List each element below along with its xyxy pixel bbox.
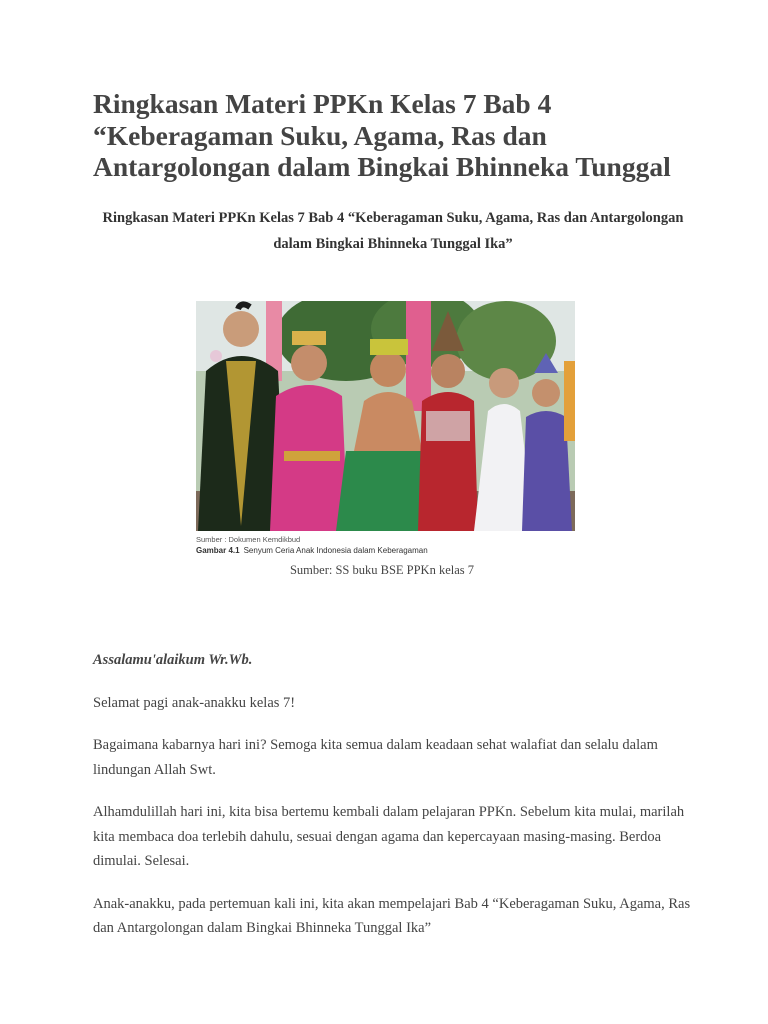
figure (196, 301, 575, 556)
figure-source: Sumber : Dokumen Kemdikbud (196, 535, 301, 544)
figure-caption (196, 545, 575, 556)
greeting: Assalamu'alaikum Wr.Wb. (93, 652, 253, 668)
paragraph: Alhamdulillah hari ini, kita bisa bertemu kembali dalam pelajaran PPKn. Sebelum kita mulai, marilah kita membaca doa terlebih dahulu, sesuai dengan agama dan kepercayaan masing-masing. Berdoa dimulai. Selesai. (93, 804, 685, 869)
paragraph: Selamat pagi anak-anakku kelas 7! (93, 694, 296, 711)
paragraph: Bagaimana kabarnya hari ini? Semoga kita semua dalam keadaan sehat walafiat dan selalu dalam lindungan Allah Swt. (93, 737, 658, 778)
figure-caption-label: Gambar 4.1 (196, 546, 240, 555)
document-page (93, 88, 693, 936)
cultural-costume-photo (196, 301, 575, 531)
figure-caption-text: Senyum Ceria Anak Indonesia dalam Keberagaman (243, 546, 428, 555)
paragraph: Anak-anakku, pada pertemuan kali ini, kita akan mempelajari Bab 4 “Keberagaman Suku, Agama, Ras dan Antargolongan dalam Bingkai Bhinneka Tunggal Ika” (93, 895, 691, 936)
figure-credit: Sumber: SS buku BSE PPKn kelas 7 (289, 563, 475, 577)
article-subtitle: Ringkasan Materi PPKn Kelas 7 Bab 4 “Keberagaman Suku, Agama, Ras dan Antargolongan dalam Bingkai Bhinneka Tunggal Ika” (102, 209, 684, 252)
article-body (93, 648, 693, 959)
article-title: Ringkasan Materi PPKn Kelas 7 Bab 4 “Keberagaman Suku, Agama, Ras dan Antargolongan dalam Bingkai Bhinneka Tunggal (93, 88, 671, 182)
